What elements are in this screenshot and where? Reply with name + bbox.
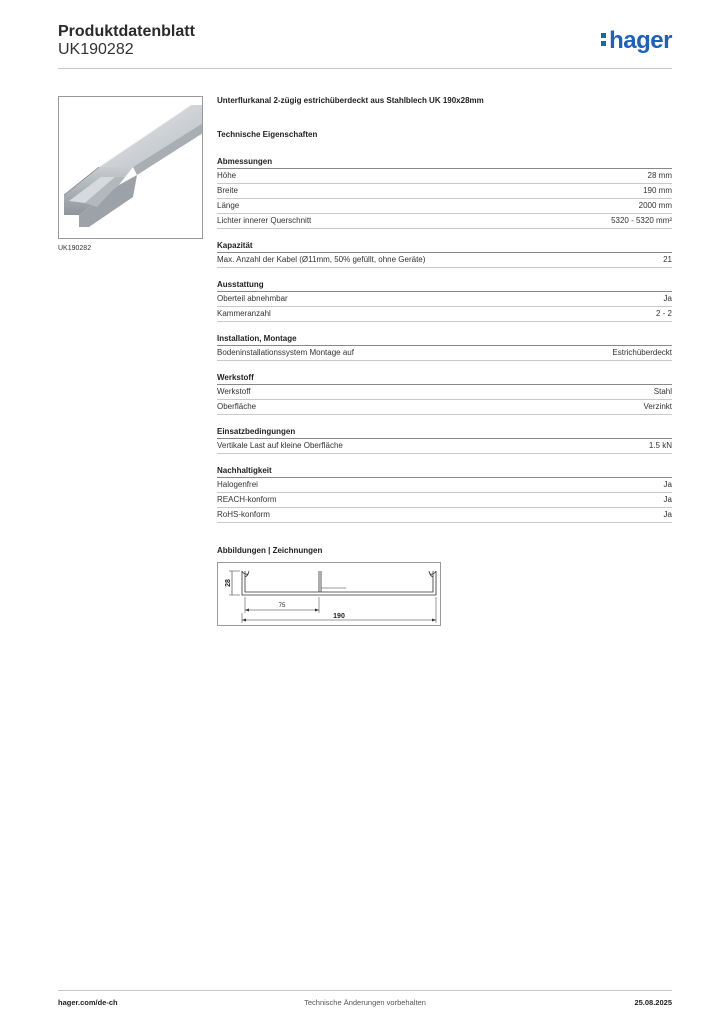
product-details [217, 96, 672, 626]
property-row [217, 346, 672, 361]
property-row [217, 199, 672, 214]
property-group [217, 333, 672, 361]
property-value: 2 - 2 [655, 309, 672, 318]
property-label: Halogenfrei [217, 480, 258, 489]
property-label: Max. Anzahl der Kabel (Ø11mm, 50% gefüllt, ohne Geräte) [217, 255, 426, 264]
property-value: Ja [663, 480, 672, 489]
property-value: 1.5 kN [648, 441, 672, 450]
property-row [217, 493, 672, 508]
property-value: Verzinkt [643, 402, 672, 411]
property-group [217, 156, 672, 229]
footer-website-link[interactable]: hager.com/de-ch [58, 998, 118, 1007]
property-group [217, 279, 672, 322]
property-label: Länge [217, 201, 240, 210]
property-row [217, 169, 672, 184]
dimension-height-label: 28 [225, 579, 232, 587]
property-group [217, 465, 672, 523]
logo-text: hager [609, 27, 672, 54]
dimension-inner-label: 75 [278, 603, 286, 609]
property-value: 5320 - 5320 mm² [611, 216, 672, 225]
property-value: Stahl [653, 387, 672, 396]
property-row [217, 478, 672, 493]
property-group-heading: Werkstoff [217, 372, 672, 385]
property-row [217, 214, 672, 229]
footer-disclaimer: Technische Änderungen vorbehalten [304, 998, 426, 1007]
property-groups [217, 156, 672, 523]
property-row [217, 508, 672, 523]
property-row [217, 400, 672, 415]
property-row [217, 292, 672, 307]
property-group [217, 240, 672, 268]
image-caption: UK190282 [58, 245, 92, 252]
property-label: Oberfläche [217, 402, 257, 411]
technical-drawing [217, 562, 441, 626]
property-label: Werkstoff [217, 387, 251, 396]
property-group-heading: Abmessungen [217, 156, 672, 169]
page-header [58, 22, 672, 70]
property-group-heading: Nachhaltigkeit [217, 465, 672, 478]
property-label: Lichter innerer Querschnitt [217, 216, 312, 225]
property-group-heading: Kapazität [217, 240, 672, 253]
footer-divider [58, 990, 672, 991]
property-label: RoHS-konform [217, 510, 270, 519]
property-value: 2000 mm [638, 201, 672, 210]
property-label: Vertikale Last auf kleine Oberfläche [217, 441, 343, 450]
property-value: Ja [663, 294, 672, 303]
property-group-heading: Einsatzbedingungen [217, 426, 672, 439]
property-row [217, 385, 672, 400]
property-row [217, 307, 672, 322]
property-value: 21 [663, 255, 672, 264]
property-value: 28 mm [647, 171, 672, 180]
property-value: Ja [663, 495, 672, 504]
product-image [58, 96, 203, 239]
drawings-heading: Abbildungen | Zeichnungen [217, 546, 323, 555]
property-label: Oberteil abnehmbar [217, 294, 288, 303]
property-label: Bodeninstallationssystem Montage auf [217, 348, 354, 357]
property-label: Breite [217, 186, 238, 195]
property-label: REACH-konform [217, 495, 277, 504]
property-value: Estrichüberdeckt [612, 348, 672, 357]
cable-duct-illustration [59, 97, 203, 239]
technical-properties-heading: Technische Eigenschaften [217, 130, 318, 139]
property-row [217, 439, 672, 454]
property-label: Kammeranzahl [217, 309, 271, 318]
article-number: UK190282 [58, 41, 134, 58]
property-row [217, 184, 672, 199]
product-name: Unterflurkanal 2-zügig estrichüberdeckt aus Stahlblech UK 190x28mm [217, 96, 484, 105]
property-group-heading: Installation, Montage [217, 333, 672, 346]
logo-colon-icon [601, 28, 607, 48]
property-label: Höhe [217, 171, 237, 180]
property-row [217, 253, 672, 268]
header-divider [58, 68, 672, 69]
document-title: Produktdatenblatt [58, 23, 195, 40]
property-value: 190 mm [643, 186, 672, 195]
footer-date: 25.08.2025 [634, 998, 672, 1007]
property-group [217, 426, 672, 454]
dimension-width-label: 190 [333, 613, 345, 620]
hager-logo[interactable] [601, 27, 672, 55]
property-group-heading: Ausstattung [217, 279, 672, 292]
property-group [217, 372, 672, 415]
cross-section-drawing [218, 563, 440, 625]
property-value: Ja [663, 510, 672, 519]
